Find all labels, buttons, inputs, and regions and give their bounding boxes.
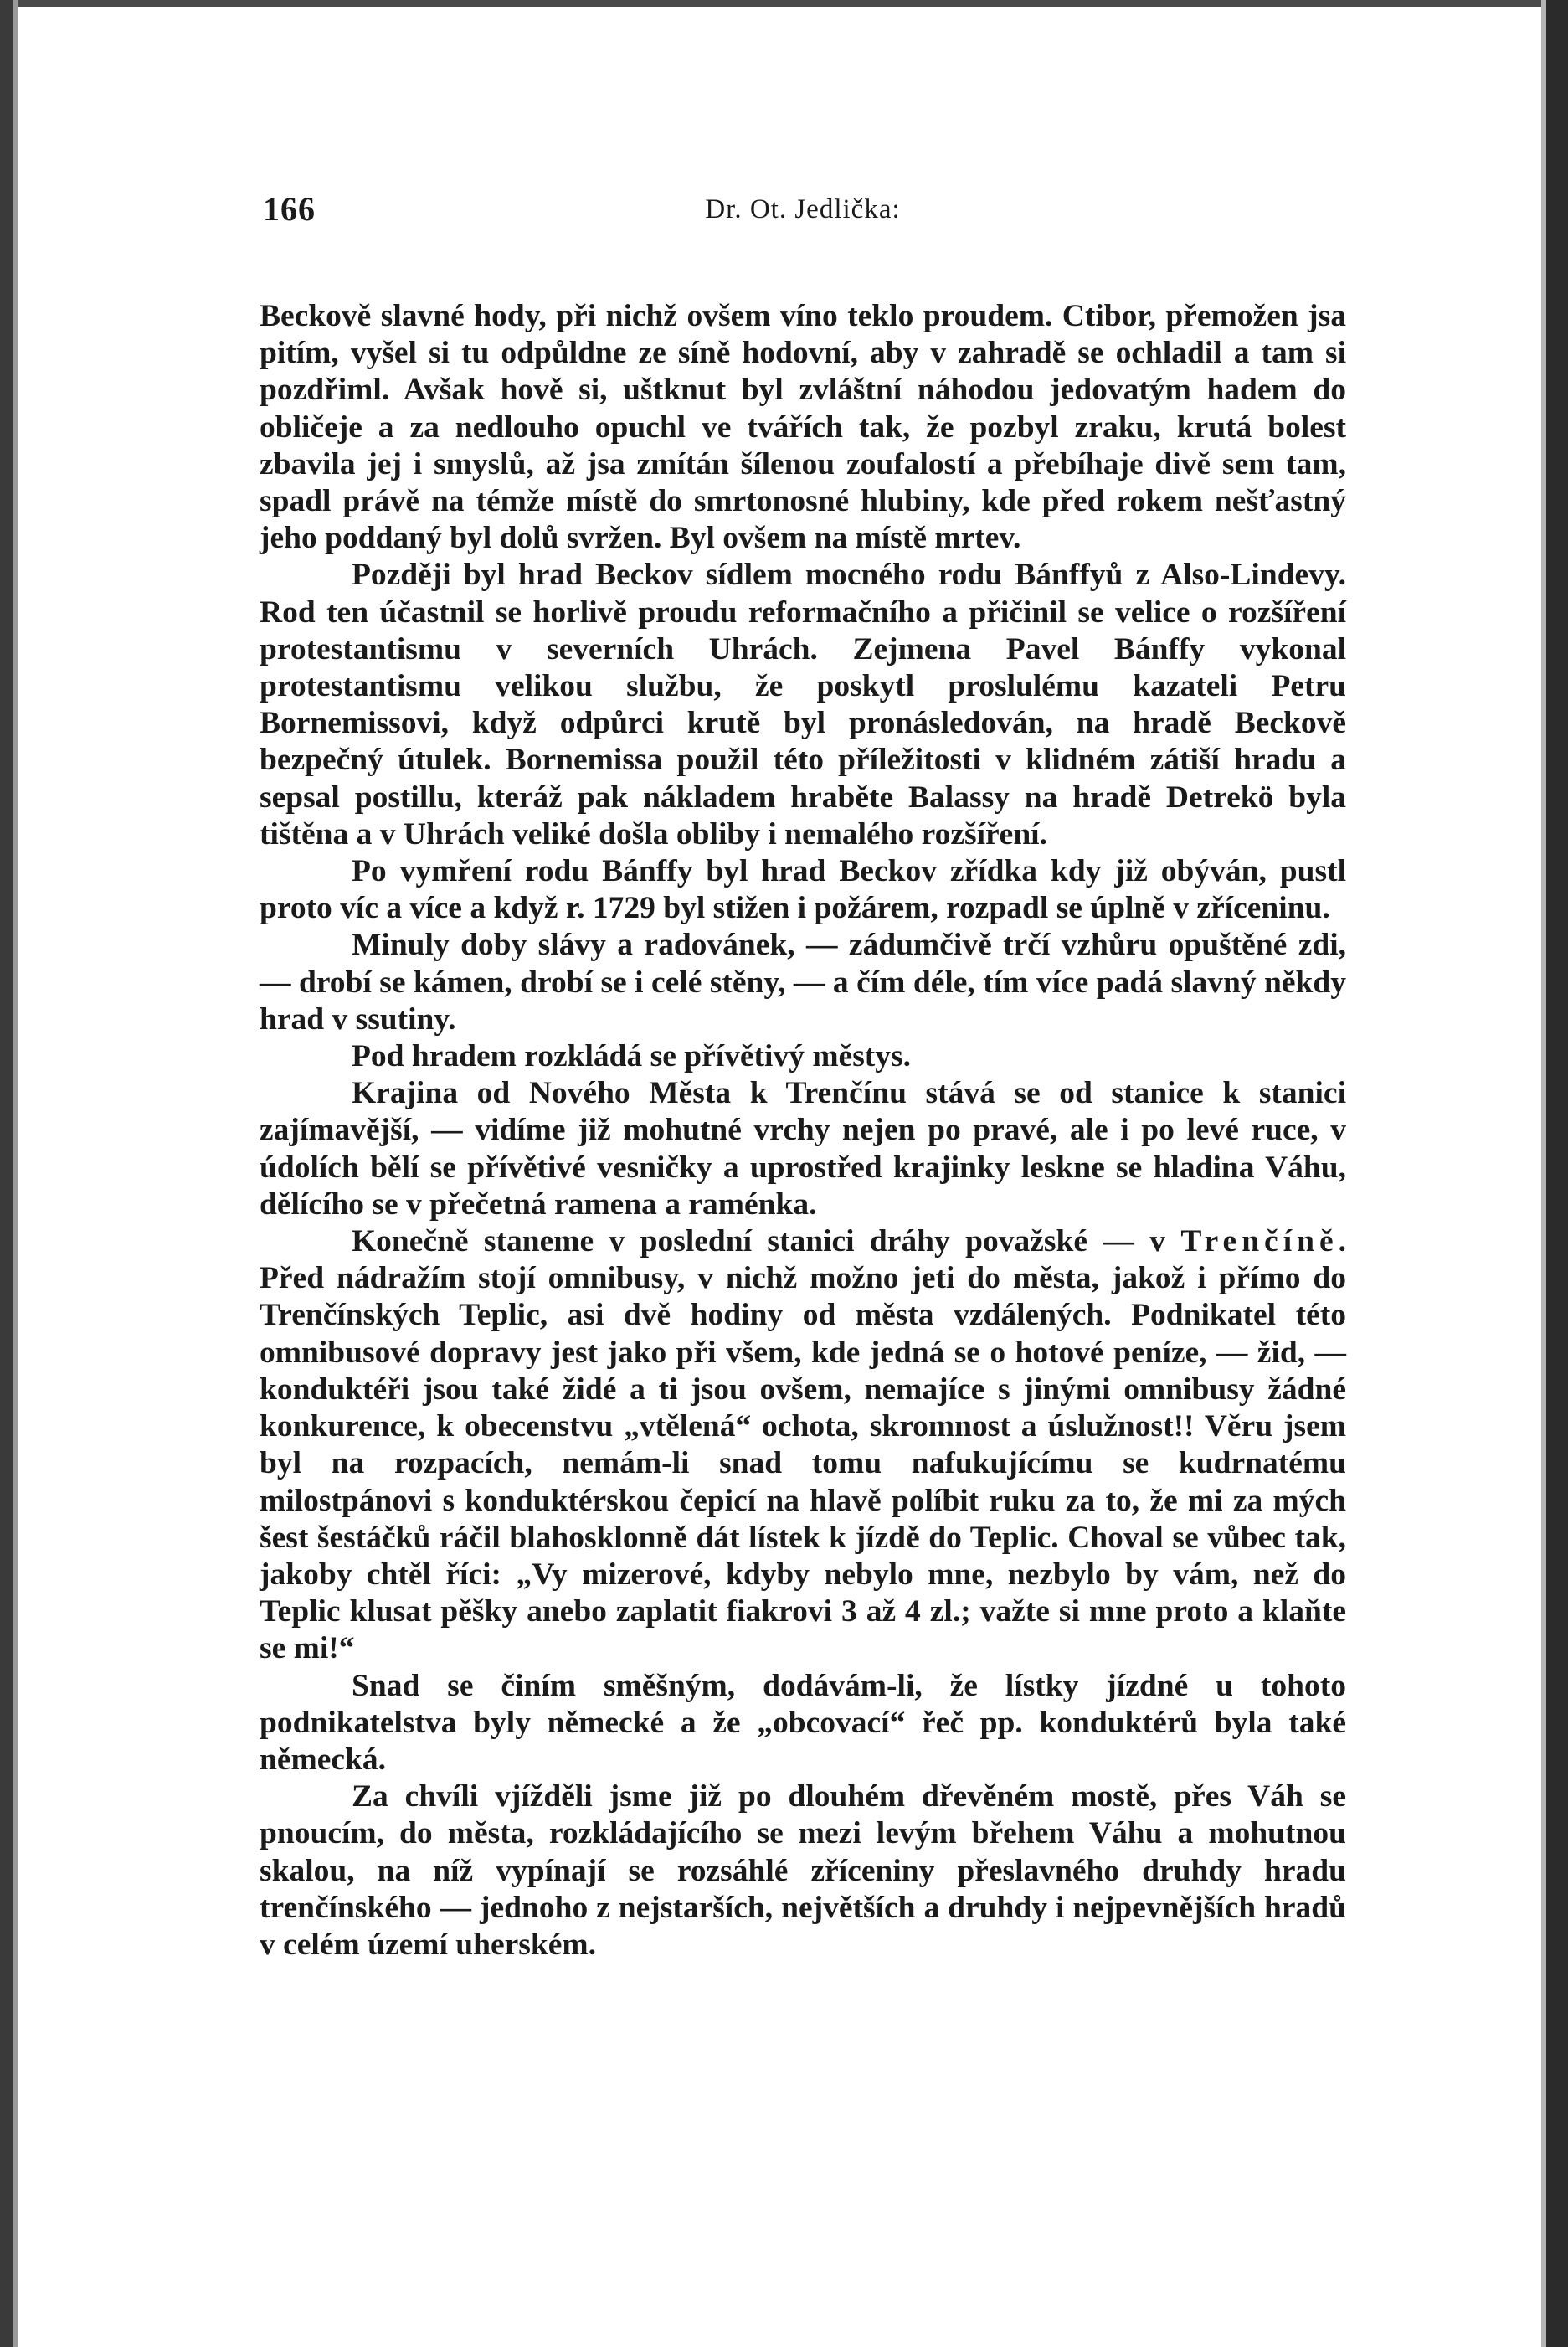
paragraph-landscape: Krajina od Nového Města k Trenčínu stává se od stanice k stanici zajímavější, — vidíme již mohutné vrchy nejen po pravé, ale i po levé ruce, v údolích bělí se přívětivé vesničky a uprostřed krajinky leskne se hladina Váhu, dělícího se v přečetná ramena a raménka. bbox=[260, 1076, 1346, 1222]
paragraph-continued: Beckově slavné hody, při nichž ovšem víno teklo proudem. Ctibor, přemožen jsa pitím, vyšel si tu odpůldne ze síně hodovní, aby v zahradě se ochladil a tam si pozdřiml. Avšak hově si, uštknut byl zvláštní náhodou jedovatým hadem do obličeje a za nedlouho opuchl ve tvářích tak, že pozbyl zraku, krutá bolest zbavila jej i smyslů, až jsa zmítán šílenou zoufalostí a přebíhaje divě sem tam, spadl právě na témže místě do smrtonosné hlubiny, kde před rokem nešťastný jeho poddaný byl dolů svržen. Byl ovšem na místě mrtev. bbox=[260, 299, 1346, 556]
trencin-text-after: . Před nádražím stojí omnibusy, v nichž možno jeti do města, jakož i přímo do Trenčínských Teplic, asi dvě hodiny od města vzdálených. Podnikatel této omnibusové dopravy jest jako při všem, kde jedná se o hotové peníze, — žid, — konduktéři jsou také židé a ti jsou ovšem, nemajíce s jinými omnibusy žádné konkurence, k obecenstvu „vtělená“ ochota, skromnost a úslužnost!! Věru jsem byl na rozpacích, nemám-li snad tomu nafukujícímu se kudrnatému milostpánovi s konduktérskou čepicí na hlavě políbit ruku za to, že mi za mých šest šestáčků ráčil blahosklonně dát lístek k jízdě do Teplic. Choval se vůbec tak, jakoby chtěl říci: „Vy mizerové, kdyby nebylo mne, nezbylo by vám, než do Teplic klusat pěšky anebo zaplatit fiakrovi 3 až 4 zl.; važte si mne proto a klaňte se mi!“ bbox=[260, 1224, 1346, 1666]
scan-edge-right bbox=[1546, 0, 1568, 2347]
running-head: Dr. Ot. Jedlička: bbox=[705, 194, 901, 224]
scan-edge-left-shadow bbox=[13, 0, 18, 2347]
page-number: 166 bbox=[263, 190, 316, 228]
scan-edge-top bbox=[0, 0, 1568, 7]
body-text bbox=[260, 298, 1346, 1964]
scan-edge-left bbox=[0, 0, 13, 2347]
paragraph-town: Pod hradem rozkládá se přívětivý městys. bbox=[352, 1039, 912, 1074]
paragraph-ruin: Po vymření rodu Bánffy byl hrad Beckov zřídka kdy již obýván, pustl proto víc a více a když r. 1729 byl stižen i požárem, rozpadl se úplně v zříceninu. bbox=[260, 854, 1346, 926]
paragraph-arrival: Za chvíli vjížděli jsme již po dlouhém dřevěném mostě, přes Váh se pnoucím, do města, rozkládajícího se mezi levým břehem Váhu a mohutnou skalou, na níž vypínají se rozsáhlé zříceniny přeslavného druhdy hradu trenčínského — jednoho z nejstarších, největších a druhdy i nejpevnějších hradů v celém území uherském. bbox=[260, 1779, 1346, 1962]
trencin-text-before: Konečně staneme v poslední stanici dráhy považské — v bbox=[352, 1224, 1181, 1259]
paragraph-glory: Minuly doby slávy a radovánek, — zádumčivě trčí vzhůru opuštěné zdi, — drobí se kámen, drobí se i celé stěny, — a čím déle, tím více padá slavný někdy hrad v ssutiny. bbox=[260, 928, 1346, 1037]
paragraph-banffy: Později byl hrad Beckov sídlem mocného rodu Bánffyů z Also-Lindevy. Rod ten účastnil se horlivě proudu reformačního a přičinil se velice o rozšíření protestantismu v severních Uhrách. Zejmena Pavel Bánffy vykonal protestantismu velikou službu, že poskytl proslulému kazateli Petru Bornemissovi, když odpůrci krutě byl pronásledován, na hradě Beckově bezpečný útulek. Bornemissa použil této příležitosti v klidném zátiší hradu a sepsal postillu, kteráž pak nákladem hraběte Balassy na hradě Detrekö byla tištěna a v Uhrách veliké došla obliby i nemalého rozšíření. bbox=[260, 558, 1346, 852]
scan-edge-right-shadow bbox=[1541, 0, 1546, 2347]
page-header bbox=[260, 189, 1346, 239]
book-page bbox=[260, 189, 1346, 1964]
paragraph-tickets: Snad se činím směšným, dodávám-li, že lístky jízdné u tohoto podnikatelstva byly německé a že „obcovací“ řeč pp. konduktérů byla také německá. bbox=[260, 1668, 1346, 1777]
paragraph-trencin bbox=[260, 1223, 1346, 1667]
trencin-spaced-word: Trenčíně bbox=[1180, 1224, 1339, 1259]
